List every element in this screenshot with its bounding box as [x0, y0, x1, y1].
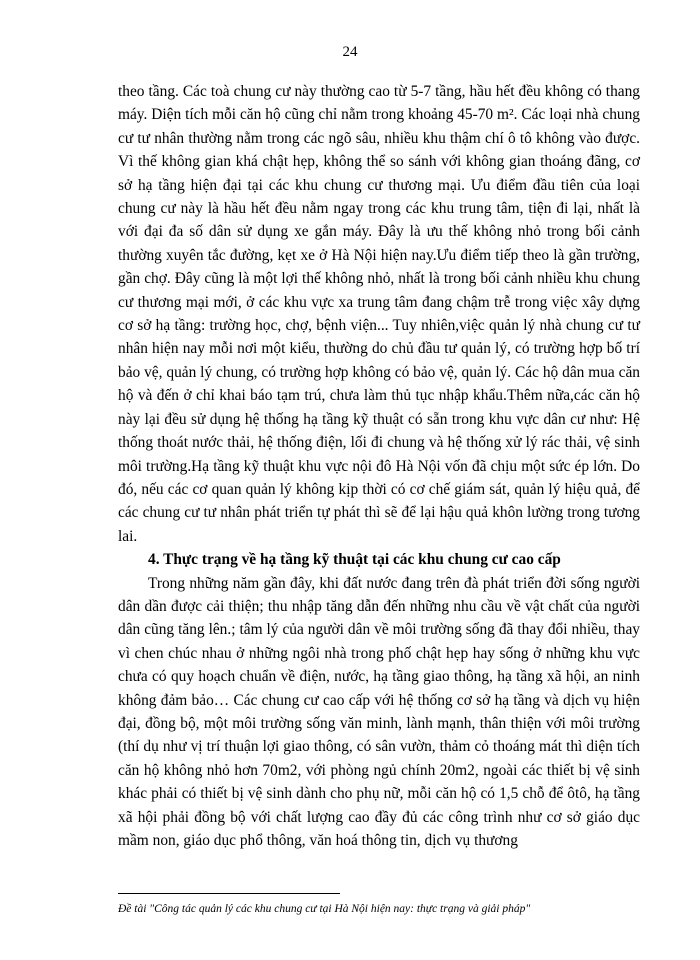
- document-body: [118, 80, 640, 852]
- footnote-rule: [118, 893, 340, 894]
- footer-title: Đề tài "Công tác quản lý các khu chung cư tại Hà Nội hiện nay: thực trạng và giải pháp": [118, 903, 531, 915]
- paragraph-section-4: Trong những năm gần đây, khi đất nước đang trên đà phát triển đời sống người dân dần được cải thiện; thu nhập tăng dẫn đến những nhu cầu về vật chất của người dân cũng tăng lên.; tâm lý của người dân về môi trường sống đã thay đổi nhiều, thay vì chen chúc nhau ở những ngôi nhà trong phố chật hẹp hay sống ở những khu vực chưa có quy hoạch chuẩn về điện, nước, hạ tầng giao thông, hạ tầng xã hội, an ninh không đảm bảo… Các chung cư cao cấp với hệ thống cơ sở hạ tầng và dịch vụ hiện đại, đồng bộ, một môi trường sống văn minh, lành mạnh, thân thiện với môi trường (thí dụ như vị trí thuận lợi giao thông, có sân vườn, thảm cỏ thoáng mát thì diện tích căn hộ không nhỏ hơn 70m2, với phòng ngủ chính 20m2, ngoài các thiết bị vệ sinh khác phải có thiết bị vệ sinh dành cho phụ nữ, mỗi căn hộ có 1,5 chỗ để ôtô, hạ tầng xã hội phải đồng bộ với chất lượng cao đầy đủ các công trình như cơ sở giáo dục mầm non, giáo dục phổ thông, văn hoá thông tin, dịch vụ thương: [118, 574, 640, 849]
- page-number: 24: [342, 44, 358, 60]
- section-heading: 4. Thực trạng về hạ tầng kỹ thuật tại các khu chung cư cao cấp: [148, 551, 561, 569]
- paragraph-continuation: theo tầng. Các toà chung cư này thường cao từ 5-7 tầng, hầu hết đều không có thang máy. Diện tích mỗi căn hộ cũng chỉ nằm trong khoảng 45-70 m². Các loại nhà chung cư tư nhân thường nằm trong các ngõ sâu, nhiều khu thậm chí ô tô không vào được. Vì thế không gian khá chật hẹp, không thể so sánh với không gian thoáng đãng, cơ sở hạ tầng hiện đại tại các khu chung cư thương mại. Ưu điểm đầu tiên của loại chung cư này là hầu hết đều nằm ngay trong các khu trung tâm, tiện đi lại, nhất là với đại đa số dân sử dụng xe gắn máy. Đây là ưu thế không nhỏ trong bối cảnh thường xuyên tắc đường, kẹt xe ở Hà Nội hiện nay.Ưu điểm tiếp theo là gần trường, gần chợ. Đây cũng là một lợi thế không nhỏ, nhất là trong bối cảnh nhiều khu chung cư thương mại mới, ở các khu vực xa trung tâm đang chậm trễ trong việc xây dựng cơ sở hạ tầng: trường học, chợ, bệnh viện... Tuy nhiên,việc quản lý nhà chung cư tư nhân hiện nay mỗi nơi một kiểu, thường do chủ đầu tư quản lý, có trường hợp bố trí bảo vệ, quản lý chung, có trường hợp không có bảo vệ, quản lý. Các hộ dân mua căn hộ và đến ở chỉ khai báo tạm trú, chưa làm thủ tục nhập khẩu.Thêm nữa,các căn hộ này lại đều sử dụng hệ thống hạ tầng kỹ thuật có sẵn trong khu vực dân cư như: Hệ thống thoát nước thải, hệ thống điện, lối đi chung và hệ thống xử lý rác thải, vệ sinh môi trường.Hạ tầng kỹ thuật khu vực nội đô Hà Nội vốn đã chịu một sức ép lớn. Do đó, nếu các cơ quan quản lý không kịp thời có cơ chế giám sát, quản lý hiệu quả, để các chung cư tư nhân phát triển tự phát thì sẽ để lại hậu quả khôn lường trong tương lai.: [118, 83, 640, 545]
